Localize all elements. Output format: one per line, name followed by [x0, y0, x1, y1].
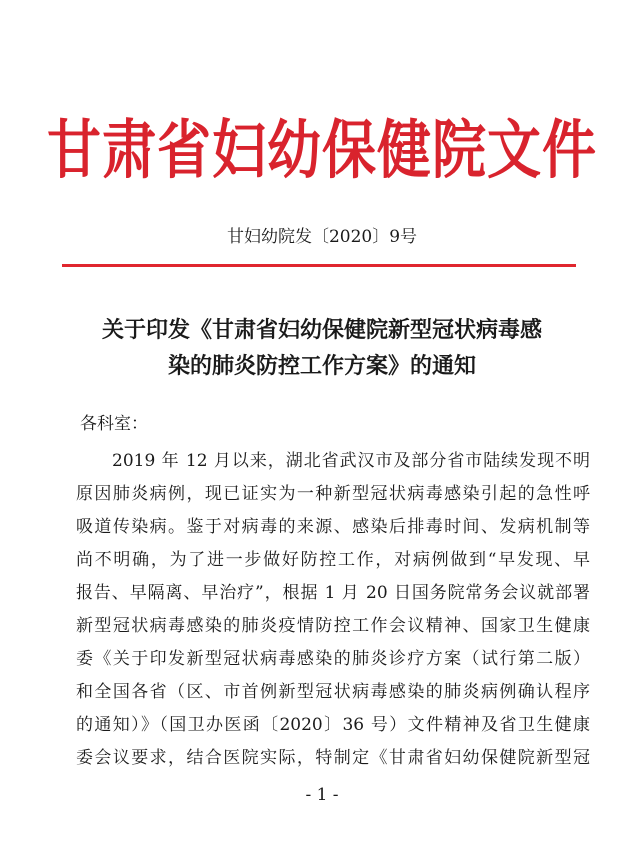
body-line: 原因肺炎病例，现已证实为一种新型冠状病毒感染引起的急性呼	[76, 484, 590, 504]
body-line: 和全国各省（区、市首例新型冠状病毒感染的肺炎病例确认程序	[76, 682, 590, 702]
notice-title	[60, 312, 584, 384]
org-header-title: 甘肃省妇幼保健院文件	[47, 112, 597, 188]
document-number: 甘妇幼院发〔2020〕9号	[226, 227, 418, 247]
salutation: 各科室：	[80, 414, 148, 434]
body-line: 吸道传染病。鉴于对病毒的来源、感染后排毒时间、发病机制等	[76, 517, 590, 537]
page-number: - 1 -	[305, 785, 339, 805]
body-line: 尚不明确，为了进一步做好防控工作，对病例做到“早发现、早	[76, 550, 590, 570]
body-line: 委会议要求，结合医院实际，特制定《甘肃省妇幼保健院新型冠	[76, 748, 590, 768]
notice-title-line-2: 染的肺炎防控工作方案》的通知	[167, 353, 476, 379]
body-line: 的通知）》（国卫办医函〔2020〕36 号）文件精神及省卫生健康	[76, 715, 590, 735]
body-line: 委《关于印发新型冠状病毒感染的肺炎诊疗方案（试行第二版）	[76, 649, 590, 669]
red-divider-line	[62, 264, 576, 267]
body-line: 新型冠状病毒感染的肺炎疫情防控工作会议精神、国家卫生健康	[76, 616, 590, 636]
notice-title-line-1: 关于印发《甘肃省妇幼保健院新型冠状病毒感	[101, 317, 542, 343]
body-line: 2019 年 12 月以来，湖北省武汉市及部分省市陆续发现不明	[112, 451, 590, 471]
body-line: 报告、早隔离、早治疗”，根据 1 月 20 日国务院常务会议就部署	[76, 583, 590, 603]
